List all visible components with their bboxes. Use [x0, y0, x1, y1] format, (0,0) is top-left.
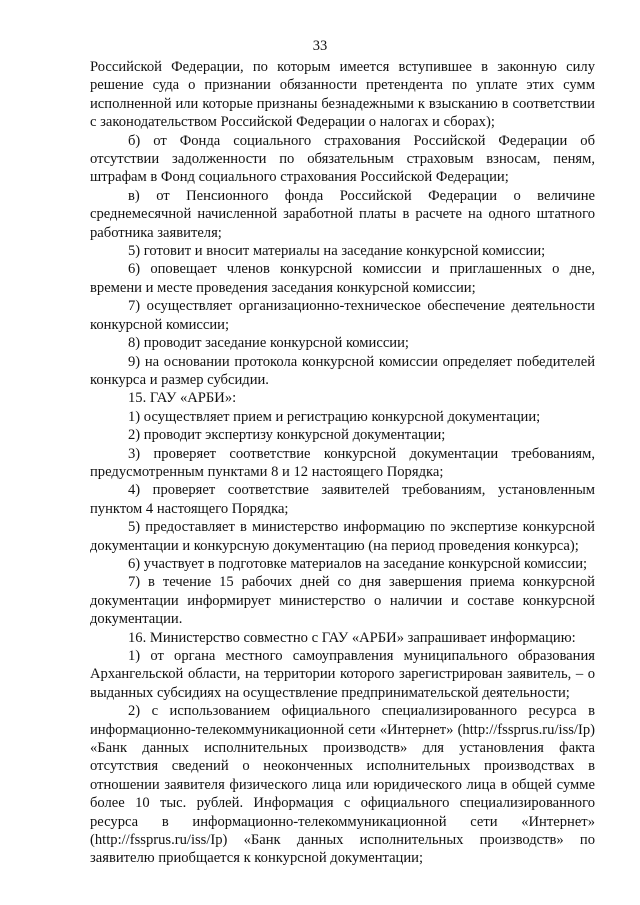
- paragraph-15-item-2: 2) проводит экспертизу конкурсной документации;: [128, 427, 446, 444]
- paragraph-continuation: Российской Федерации, по которым имеется вступившее в законную силу решение суда о признании обязанности претендента по уплате этих сумм исполненной или которые признаны безнадежными к взысканию в соответствии с законодательством Российской Федерации о налогах и сборах);: [90, 59, 595, 131]
- paragraph-16-item-1: 1) от органа местного самоуправления муниципального образования Архангельской области, на территории которого зарегистрирован заявитель, – о выданных субсидиях на осуществление предпринимательской деятельности;: [90, 648, 595, 701]
- paragraph-item-9: 9) на основании протокола конкурсной комиссии определяет победителей конкурса и размер субсидии.: [90, 353, 595, 388]
- paragraph-16-item-2: 2) с использованием официального специализированного ресурса в информационно-телекоммуникационной сети «Интернет» (http://fssprus.ru/iss/Ip) «Банк данных исполнительных производств» для установления факта отсутствия сведений о неоконченных исполнительных производствах в отношении заявителя физического лица или юридического лица в общей сумме более 10 тыс. рублей. Информация с официального специализированного ресурса в информационно-телекоммуникационной сети «Интернет» (http://fssprus.ru/iss/Ip) «Банк данных исполнительных производств» по заявителю приобщается к конкурсной документации;: [90, 703, 595, 867]
- section-16-heading: 16. Министерство совместно с ГАУ «АРБИ» запрашивает информацию:: [128, 629, 576, 646]
- paragraph-15-item-3: 3) проверяет соответствие конкурсной документации требованиям, предусмотренным пунктами 8 и 12 настоящего Порядка;: [90, 445, 595, 480]
- document-body: [90, 58, 595, 868]
- paragraph-item-6: 6) оповещает членов конкурсной комиссии и приглашенных о дне, времени и месте проведения заседания конкурсной комиссии;: [90, 261, 595, 296]
- paragraph-item-7: 7) осуществляет организационно-техническое обеспечение деятельности конкурсной комиссии;: [90, 298, 595, 333]
- paragraph-15-item-1: 1) осуществляет прием и регистрацию конкурсной документации;: [128, 408, 541, 425]
- paragraph-15-item-5: 5) предоставляет в министерство информацию по экспертизе конкурсной документации и конкурсную документацию (на период проведения конкурса);: [90, 519, 595, 554]
- page-number: 33: [312, 38, 328, 54]
- paragraph-15-item-6: 6) участвует в подготовке материалов на заседание конкурсной комиссии;: [128, 555, 588, 572]
- paragraph-item-v: в) от Пенсионного фонда Российской Федерации о величине среднемесячной начисленной заработной платы в расчете на одного штатного работника заявителя;: [90, 187, 595, 241]
- paragraph-item-8: 8) проводит заседание конкурсной комиссии;: [128, 335, 409, 352]
- section-15-heading: 15. ГАУ «АРБИ»:: [128, 390, 237, 407]
- paragraph-15-item-4: 4) проверяет соответствие заявителей требованиям, установленным пунктом 4 настоящего Порядка;: [90, 482, 595, 517]
- paragraph-15-item-7: 7) в течение 15 рабочих дней со дня завершения приема конкурсной документации информирует министерство о наличии и составе конкурсной документации.: [90, 574, 595, 628]
- paragraph-item-b: б) от Фонда социального страхования Российской Федерации об отсутствии задолженности по обязательным страховым взносам, пеням, штрафам в Фонд социального страхования Российской Федерации;: [90, 132, 595, 186]
- paragraph-item-5: 5) готовит и вносит материалы на заседание конкурсной комиссии;: [128, 243, 546, 260]
